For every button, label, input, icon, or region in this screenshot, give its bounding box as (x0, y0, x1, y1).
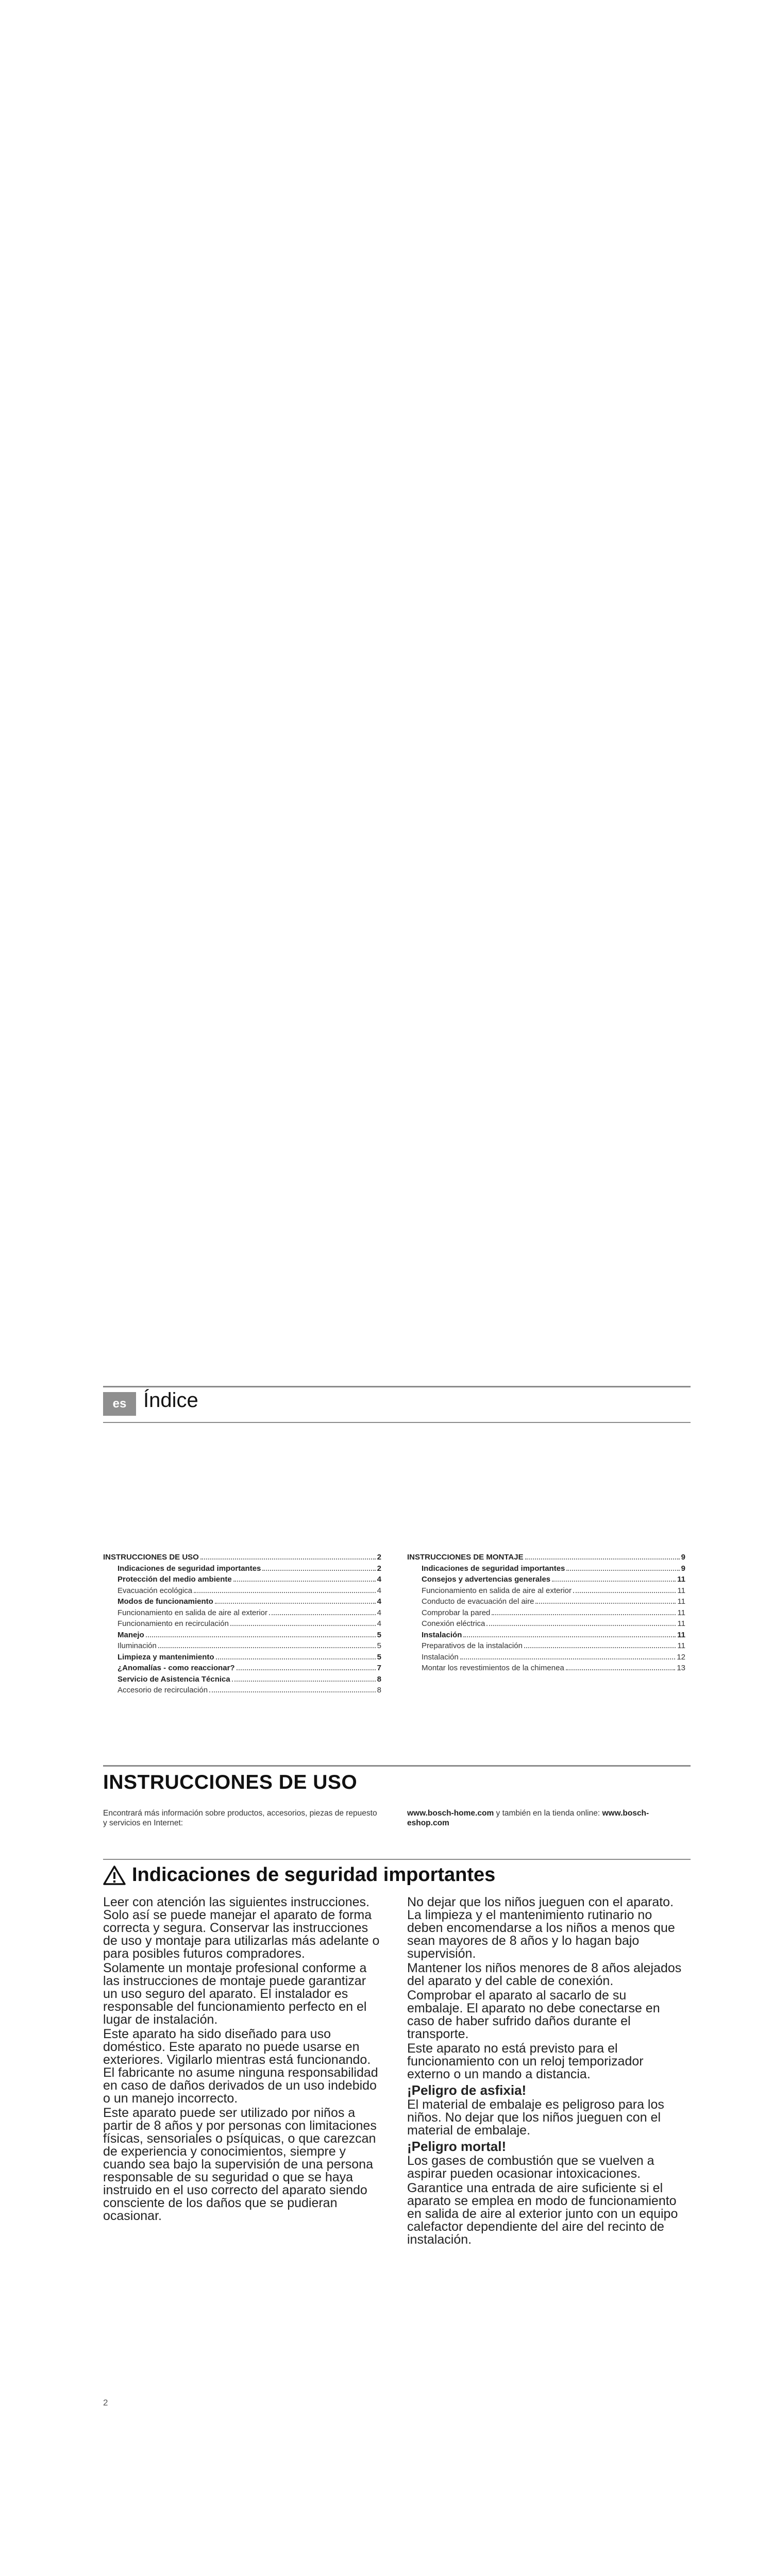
toc-entry[interactable] (407, 1585, 685, 1597)
toc-entry[interactable] (103, 1663, 381, 1674)
safety-title: Indicaciones de seguridad importantes (132, 1864, 496, 1886)
toc-entry[interactable] (407, 1652, 685, 1663)
toc-entry-label: Comprobar la pared (422, 1608, 491, 1617)
toc-leader-dots (232, 1681, 376, 1682)
toc-page-number: 8 (377, 1674, 381, 1684)
safety-paragraph: El material de embalaje es peligroso para los niños. No dejar que los niños jueguen con el material de embalaje. (407, 2097, 664, 2138)
toc-leader-dots (566, 1570, 679, 1571)
toc-entry[interactable] (103, 1640, 381, 1652)
toc-entry-label: ¿Anomalías - como reaccionar? (117, 1664, 235, 1672)
toc-entry[interactable] (407, 1618, 685, 1630)
toc-entry-label: Servicio de Asistencia Técnica (117, 1674, 230, 1684)
toc-page-number: 11 (677, 1575, 685, 1584)
safety-paragraph: Garantice una entrada de aire suficiente si el aparato se emplea en modo de funcionamiento en salida de aire al exterior junto con un equipo calefactor dependiente del aire del recinto de instalación. (407, 2181, 678, 2247)
safety-right-column (407, 1896, 685, 2248)
mortal-heading: ¡Peligro mortal! (407, 2139, 507, 2154)
toc-page-number: 12 (677, 1652, 685, 1662)
toc-entry-label: Conexión eléctrica (422, 1619, 485, 1628)
toc-entry-label: Modos de funcionamiento (117, 1597, 213, 1606)
uso-intro-left (103, 1808, 381, 1828)
safety-paragraph: Este aparato ha sido diseñado para uso doméstico. Este aparato no puede usarse en exteriores. Vigilarlo mientras está funcionando. El fabricante no asume ninguna responsabilidad en caso de daños derivados de un uso indebido o un manejo incorrecto. (103, 2027, 378, 2106)
uso-intro-text: Encontrará más información sobre productos, accesorios, piezas de repuesto y servicios en Internet: (103, 1809, 377, 1827)
toc-entry-label: Consejos y advertencias generales (422, 1575, 551, 1584)
safety-paragraph: Comprobar el aparato al sacarlo de su embalaje. El aparato no debe conectarse en caso de haber sufrido daños durante el transporte. (407, 1988, 660, 2041)
index-title: Índice (143, 1389, 198, 1412)
toc-entry[interactable] (103, 1552, 381, 1563)
toc-entry[interactable] (407, 1663, 685, 1674)
toc-entry[interactable] (407, 1574, 685, 1585)
toc-page-number: 11 (677, 1641, 685, 1650)
toc-page-number: 11 (677, 1608, 685, 1617)
toc-page-number: 11 (677, 1630, 685, 1639)
toc-entry[interactable] (407, 1630, 685, 1641)
toc-page-number: 11 (677, 1586, 685, 1595)
safety-paragraph: Solamente un montaje profesional conforme a las instrucciones de montaje puede garantizar un uso seguro del aparato. El instalador es responsable del funcionamiento perfecto en el lugar de instalación. (103, 1961, 367, 2027)
toc-leader-dots (269, 1614, 376, 1615)
toc-page-number: 11 (677, 1619, 685, 1628)
toc-leader-dots (262, 1570, 375, 1571)
page-number: 2 (103, 2398, 108, 2408)
safety-paragraph: Los gases de combustión que se vuelven a aspirar pueden ocasionar intoxicaciones. (407, 2154, 654, 2181)
toc-entry-label: Evacuación ecológica (117, 1586, 193, 1595)
toc-left-column (103, 1552, 381, 1696)
warning-triangle-icon (103, 1865, 126, 1886)
toc-entry[interactable] (103, 1618, 381, 1630)
toc-entry[interactable] (103, 1652, 381, 1663)
toc-leader-dots (200, 1558, 376, 1560)
asfixia-heading: ¡Peligro de asfixia! (407, 2082, 527, 2098)
toc-leader-dots (460, 1658, 676, 1659)
toc-leader-dots (525, 1558, 680, 1560)
uso-divider (103, 1765, 691, 1767)
toc-leader-dots (233, 1581, 376, 1582)
toc-page-number: 5 (377, 1652, 381, 1662)
toc-page-number: 5 (377, 1630, 381, 1639)
toc-leader-dots (463, 1636, 676, 1637)
toc-entry-label: Funcionamiento en recirculación (117, 1619, 229, 1628)
uso-intro-mid: y también en la tienda online: (494, 1809, 602, 1818)
top-divider (103, 1386, 691, 1387)
toc-leader-dots (486, 1625, 676, 1626)
toc-entry[interactable] (103, 1596, 381, 1607)
toc-entry[interactable] (103, 1563, 381, 1574)
bosch-eshop-link[interactable]: www.bosch-eshop.com (407, 1809, 649, 1827)
toc-leader-dots (566, 1669, 676, 1670)
toc-entry-label: Protección del medio ambiente (117, 1575, 232, 1584)
toc-entry-label: Accesorio de recirculación (117, 1686, 208, 1694)
toc-entry-label: INSTRUCCIONES DE MONTAJE (407, 1553, 524, 1562)
toc-right-column (407, 1552, 685, 1674)
toc-entry[interactable] (103, 1630, 381, 1641)
toc-entry-label: Limpieza y mantenimiento (117, 1652, 214, 1662)
toc-page-number: 9 (681, 1553, 685, 1562)
toc-entry-label: Conducto de evacuación del aire (422, 1597, 534, 1606)
toc-leader-dots (146, 1636, 376, 1637)
toc-entry-label: Indicaciones de seguridad importantes (422, 1564, 565, 1573)
toc-page-number: 5 (377, 1641, 381, 1650)
toc-entry[interactable] (103, 1585, 381, 1597)
toc-entry[interactable] (407, 1596, 685, 1607)
toc-leader-dots (216, 1658, 376, 1659)
toc-entry[interactable] (103, 1607, 381, 1619)
toc-entry[interactable] (103, 1674, 381, 1685)
toc-entry[interactable] (407, 1607, 685, 1619)
toc-entry[interactable] (407, 1552, 685, 1563)
toc-leader-dots (492, 1614, 676, 1615)
toc-page-number: 7 (377, 1664, 381, 1672)
toc-page-number: 4 (377, 1619, 381, 1628)
toc-entry-label: INSTRUCCIONES DE USO (103, 1553, 199, 1562)
toc-leader-dots (215, 1603, 376, 1604)
toc-page-number: 4 (377, 1597, 381, 1606)
toc-page-number: 4 (377, 1575, 381, 1584)
language-badge: es (103, 1392, 136, 1416)
toc-leader-dots (158, 1647, 376, 1648)
toc-entry[interactable] (103, 1685, 381, 1696)
toc-leader-dots (237, 1669, 376, 1670)
toc-page-number: 9 (681, 1564, 685, 1573)
index-divider (103, 1422, 691, 1423)
bosch-home-link[interactable]: www.bosch-home.com (407, 1809, 494, 1818)
toc-page-number: 2 (377, 1564, 381, 1573)
safety-left-column (103, 1896, 381, 2224)
toc-entry-label: Funcionamiento en salida de aire al exterior (117, 1608, 267, 1617)
toc-leader-dots (535, 1603, 676, 1604)
toc-entry-label: Montar los revestimientos de la chimenea (422, 1664, 564, 1672)
toc-page-number: 13 (677, 1664, 685, 1672)
safety-paragraph: Este aparato no está previsto para el funcionamiento con un reloj temporizador externo o un mando a distancia. (407, 2041, 644, 2081)
toc-entry[interactable] (103, 1574, 381, 1585)
toc-leader-dots (230, 1625, 376, 1626)
toc-leader-dots (194, 1592, 376, 1593)
toc-page-number: 4 (377, 1608, 381, 1617)
toc-leader-dots (524, 1647, 676, 1648)
safety-paragraph: Mantener los niños menores de 8 años alejados del aparato y del cable de conexión. (407, 1961, 682, 1988)
toc-entry-label: Indicaciones de seguridad importantes (117, 1564, 261, 1573)
toc-entry-label: Funcionamiento en salida de aire al exterior (422, 1586, 572, 1595)
safety-divider (103, 1859, 691, 1860)
toc-entry-label: Instalación (422, 1652, 459, 1662)
uso-section-title: INSTRUCCIONES DE USO (103, 1771, 358, 1793)
safety-heading (103, 1864, 495, 1886)
safety-paragraph: No dejar que los niños jueguen con el aparato. La limpieza y el mantenimiento rutinario no deben encomendarse a los niños a menos que sean mayores de 8 años y lo hagan bajo supervisión. (407, 1895, 675, 1961)
toc-entry[interactable] (407, 1640, 685, 1652)
toc-entry[interactable] (407, 1563, 685, 1574)
toc-page-number: 4 (377, 1586, 381, 1595)
uso-intro-right (407, 1808, 685, 1828)
safety-paragraph: Este aparato puede ser utilizado por niños a partir de 8 años y por personas con limitaciones físicas, sensoriales o psíquicas, o que carezcan de experiencia y conocimientos, siempre y cuando sea bajo la supervisión de una persona responsable de su seguridad o que se haya instruido en el uso correcto del aparato siendo consciente de los daños que se pudieran ocasionar. (103, 2106, 377, 2223)
toc-leader-dots (552, 1581, 676, 1582)
toc-page-number: 11 (677, 1597, 685, 1606)
toc-entry-label: Iluminación (117, 1641, 157, 1650)
toc-page-number: 2 (377, 1553, 381, 1562)
toc-page-number: 8 (377, 1686, 381, 1694)
toc-entry-label: Instalación (422, 1630, 462, 1639)
toc-entry-label: Preparativos de la instalación (422, 1641, 523, 1650)
safety-paragraph: Leer con atención las siguientes instrucciones. Solo así se puede manejar el aparato de forma correcta y segura. Conservar las instrucciones de uso y montaje para utilizarlas más adelante o para posibles futuros compradores. (103, 1895, 380, 1961)
toc-leader-dots (209, 1691, 376, 1692)
toc-leader-dots (573, 1592, 676, 1593)
toc-entry-label: Manejo (117, 1630, 144, 1639)
